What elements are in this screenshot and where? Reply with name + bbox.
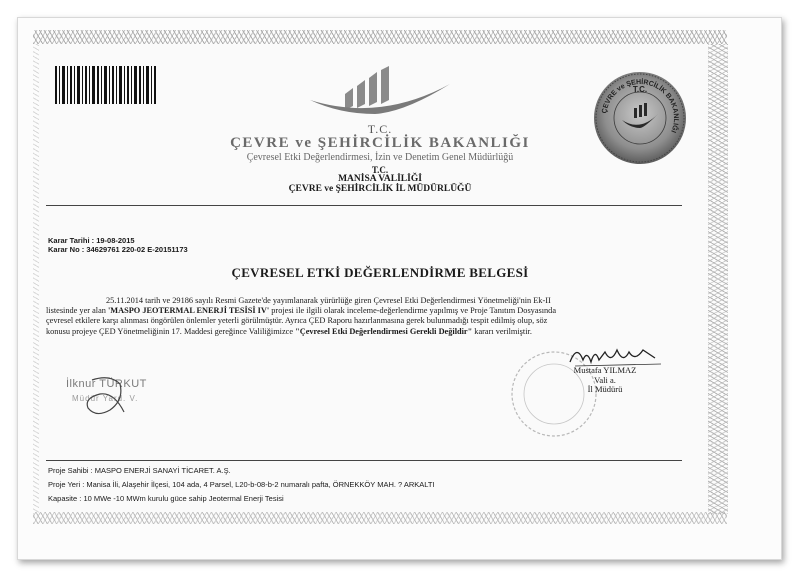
signer-title-2: İl Müdürü: [587, 384, 623, 394]
ministry-name: ÇEVRE ve ŞEHİRCİLİK BAKANLIĞI: [230, 135, 530, 151]
signer-title-1: Vali a.: [594, 374, 616, 385]
body-line-3: çevresel etkilere karşı alınması öngörülen önlemler yeterli görülmüştür. Ayrıca ÇED Raporu hazırlanmasına gerek bulunmadığı tespit edilmiş olup, söz: [46, 316, 548, 326]
assistant-director-stamp-name: İlknur TÜRKUT: [66, 378, 147, 390]
header-divider: [46, 205, 682, 206]
document-title: ÇEVRESEL ETKİ DEĞERLENDİRME BELGESİ: [231, 265, 529, 280]
footer-divider: [46, 460, 682, 461]
body-line-1: 25.11.2014 tarih ve 29186 sayılı Resmi Gazete'de yayımlanarak yürürlüğe giren Çevresel Etki Değerlendirmesi Yönetmeliği'nin Ek-II: [106, 296, 551, 305]
seal-tc: T.C.: [632, 85, 648, 94]
signer-name: Mustafa YILMAZ: [573, 365, 637, 375]
provincial-directorate-name: ÇEVRE ve ŞEHİRCİLİK İL MÜDÜRLÜĞÜ: [288, 184, 472, 194]
header-tc-small: T.C.: [371, 165, 389, 175]
ministry-logo-icon: [305, 64, 455, 120]
directorate-name: Çevresel Etki Değerlendirmesi, İzin ve Denetim Genel Müdürlüğü: [246, 152, 514, 163]
assistant-signature-icon: [80, 372, 140, 422]
body-line-2-post: projesi ile ilgili olarak inceleme-değerlendirme yapılmış ve Proje Tanıtım Dosyasında: [269, 306, 557, 316]
body-line-4: [46, 327, 686, 337]
project-location: Proje Yeri : Manisa İli, Alaşehir İlçesi, 104 ada, 4 Parsel, L20-b-08-b-2 numaralı pafta, ÖRNEKKÖY MAH. ? ARKALTI: [48, 480, 435, 489]
body-line-2-pre: listesinde yer alan: [46, 306, 108, 316]
project-capacity: Kapasite : 10 MWe -10 MWm kurulu güce sahip Jeotermal Enerji Tesisi: [48, 494, 284, 503]
decision-date: Karar Tarihi : 19-08-2015: [48, 236, 135, 245]
guilloche-border-bottom: [33, 512, 727, 524]
decision-verdict: "Çevresel Etki Değerlendirmesi Gerekli Değildir": [295, 326, 473, 336]
seal-ring-text: ÇEVRE ve ŞEHİRCİLİK BAKANLIĞI: [601, 78, 680, 134]
project-name: 'MASPO JEOTERMAL ENERJİ TESİSİ IV': [107, 306, 270, 316]
header-tc: T.C.: [367, 122, 393, 136]
assistant-director-stamp-role: Müdür Yard. V.: [72, 394, 139, 403]
guilloche-border-right: [708, 44, 728, 514]
barcode-icon: [55, 66, 158, 104]
signer-block: [560, 366, 650, 395]
decision-body: [46, 296, 686, 337]
body-line-4-pre: konusu projeye ÇED Yönetmeliğinin 17. Maddesi gereğince Valiliğimizce: [46, 326, 296, 336]
body-line-4-post: kararı verilmiştir.: [472, 326, 532, 336]
guilloche-border-top: [33, 30, 727, 44]
project-owner: Proje Sahibi : MASPO ENERJİ SANAYİ TİCARET. A.Ş.: [48, 466, 231, 475]
decision-number: Karar No : 34629761 220-02 E-20151173: [48, 245, 188, 254]
governorship-name: MANİSA VALİLİĞİ: [338, 174, 422, 184]
body-line-2: [46, 306, 686, 316]
